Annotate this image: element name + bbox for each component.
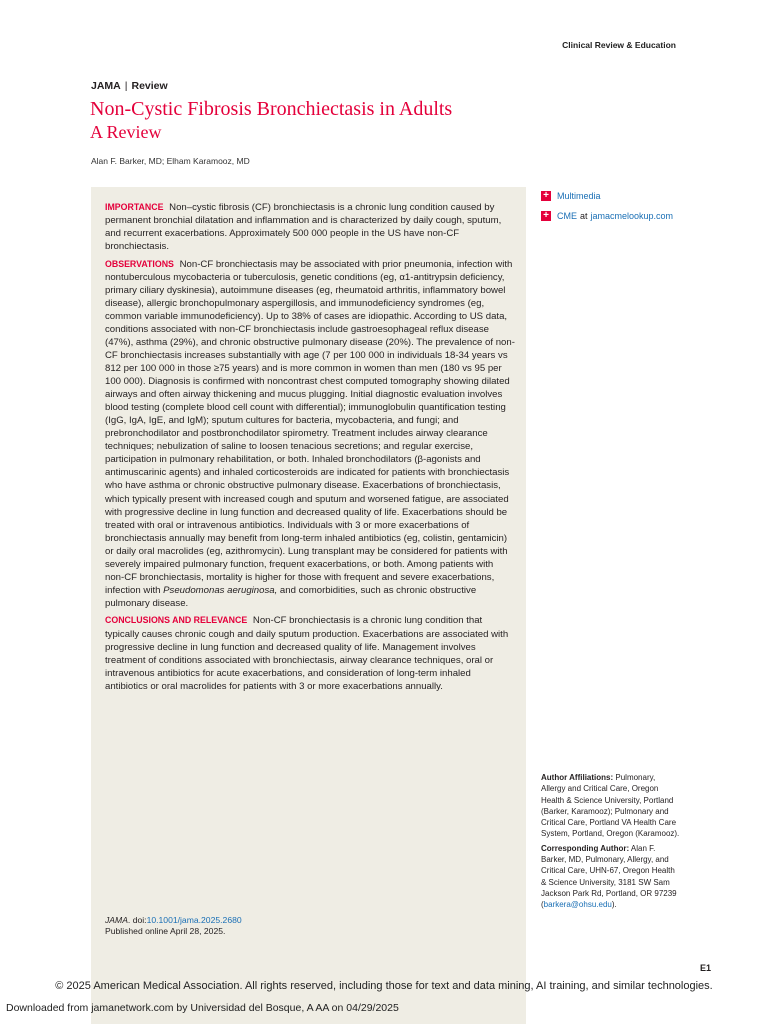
- email-link[interactable]: barkera@ohsu.edu: [543, 900, 612, 910]
- plus-icon: +: [541, 191, 551, 201]
- author-notes: [541, 772, 681, 914]
- journal-separator: |: [124, 80, 128, 92]
- corresponding-heading: Corresponding Author:: [541, 843, 630, 853]
- article-subtitle: A Review: [90, 122, 162, 142]
- observations-text: Non-CF bronchiectasis may be associated with prior pneumonia, infection with nontuberculous mycobacteria or tuberculosis, genetic conditions (eg, α1-antitrypsin deficiency, primary ciliary dyskinesia), autoimmune diseases (eg, rheumatoid arthritis, inflammatory bowel disease), allergic bronchopulmonary aspergillosis, and immunodeficiency syndromes (eg, common variable immunodeficiency). Up to 38% of cases are idiopathic. According to US data, conditions associated with non-CF bronchiectasis include gastroesophageal reflux disease (47%), asthma (29%), and chronic obstructive pulmonary disease (20%). The prevalence of non-CF bronchiectasis increases substantially with age (7 per 100 000 in individuals 18-34 years vs 812 per 100 000 in those ≥75 years) and is more common in women than men (180 vs 95 per 100 000). Diagnosis is confirmed with noncontrast chest computed tomography showing dilated airways and often airway thickening and mucus plugging. Initial diagnostic evaluation involves blood testing (complete blood cell count with differential); immunoglobulin quantification testing (IgG, IgA, IgE, and IgM); sputum cultures for bacteria, mycobacteria, and fungi; and prebronchodilator and postbronchodilator spirometry. Treatment includes airway clearance techniques; nebulization of saline to loosen tenacious secretions; and regular exercise, participation in pulmonary rehabilitation, or both. Inhaled bronchodilators (β-agonists and antimuscarinic agents) and inhaled corticosteroids are indicated for patients with bronchiectasis who have asthma or chronic obstructive pulmonary disease. Exacerbations of bronchiectasis, which typically present with increased cough and sputum and worsened fatigue, are associated with progressive decline in lung function and decreased quality of life. Exacerbations should be treated with oral or intravenous antibiotics. Individuals with 3 or more exacerbations of bronchiectasis annually may benefit from long-term inhaled antibiotics (eg, colistin, gentamicin) or daily oral macrolides (eg, azithromycin). Lung transplant may be considered for patients with severely impaired pulmonary function, frequent exacerbations, or both. Among patients with non-CF bronchiectasis, mortality is higher for those with frequent and severe exacerbations, infection with: [105, 258, 515, 596]
- doi-line: [105, 915, 242, 926]
- article-title: Non-Cystic Fibrosis Bronchiectasis in Adults: [90, 98, 453, 120]
- corresponding-text: Alan F. Barker, MD, Pulmonary, Allergy, and Critical Care, UHN-67, Oregon Health & Science University, 3181 SW Sam Jackson Park Rd, Portland, OR 97239 (: [541, 843, 677, 910]
- affiliations-text: Pulmonary, Allergy and Critical Care, Oregon Health & Science University, Portland (Barker, Karamooz); Pulmonary and Critical Care, Portland VA Health Care System, Portland, Oregon (Karamooz).: [541, 773, 680, 839]
- section-label: Clinical Review & Education: [562, 40, 676, 50]
- observations-heading: OBSERVATIONS: [105, 258, 174, 269]
- plus-icon: +: [541, 211, 551, 221]
- organism-name: Pseudomonas aeruginosa,: [163, 584, 278, 596]
- importance-text: Non–cystic fibrosis (CF) bronchiectasis is a chronic lung condition caused by permanent bronchial dilatation and inflammation and is characterized by daily cough, sputum, and recurrent exacerbations. Approximately 500 000 people in the US have non-CF bronchiectasis.: [105, 202, 502, 253]
- affiliations-heading: Author Affiliations:: [541, 773, 614, 782]
- conclusions-heading: CONCLUSIONS AND RELEVANCE: [105, 615, 248, 626]
- abstract-conclusions: [105, 614, 515, 692]
- corresponding-end: ).: [611, 900, 617, 910]
- page-number: E1: [700, 963, 712, 973]
- published-date: Published online April 28, 2025.: [105, 926, 226, 936]
- citation-journal: JAMA: [105, 915, 128, 925]
- author-affiliations: [541, 772, 681, 840]
- download-notice: Downloaded from jamanetwork.com by Universidad del Bosque, A AA on 04/29/2025: [6, 1002, 399, 1014]
- doi-prefix: . doi:: [127, 915, 147, 925]
- author-list: Alan F. Barker, MD; Elham Karamooz, MD: [91, 156, 250, 166]
- abstract-observations: [105, 258, 515, 610]
- cme-link[interactable]: [541, 206, 673, 226]
- cme-at: at: [580, 211, 588, 221]
- abstract-importance: [105, 201, 515, 253]
- article-type: Review: [131, 80, 168, 92]
- journal-name: JAMA: [91, 80, 121, 92]
- journal-line: [91, 80, 168, 92]
- multimedia-link[interactable]: [541, 186, 673, 206]
- multimedia-label[interactable]: Multimedia: [557, 191, 601, 201]
- citation: [105, 915, 242, 937]
- cme-label[interactable]: CME: [557, 211, 577, 221]
- copyright-notice: © 2025 American Medical Association. All rights reserved, including those for text and data mining, AI training, and similar technologies.: [55, 980, 713, 992]
- observations-text-end: and comorbidities, such as chronic obstructive pulmonary disease.: [105, 584, 477, 609]
- corresponding-author: [541, 843, 681, 911]
- cme-site-link[interactable]: jamacmelookup.com: [590, 211, 674, 221]
- sidebar-links: [541, 186, 673, 226]
- abstract: [105, 201, 515, 697]
- doi-link[interactable]: 10.1001/jama.2025.2680: [146, 915, 242, 925]
- conclusions-text: Non-CF bronchiectasis is a chronic lung condition that typically causes chronic cough and daily sputum production. Exacerbations are associated with progressive decline in lung function and decreased quality of life. Management involves treatment of conditions associated with bronchiectasis, airway clearance techniques, oral or intravenous antibiotics for acute exacerbations, and consideration of long-term inhaled antibiotics or oral macrolides for patients with 3 or more exacerbations annually.: [105, 615, 509, 692]
- importance-heading: IMPORTANCE: [105, 202, 164, 212]
